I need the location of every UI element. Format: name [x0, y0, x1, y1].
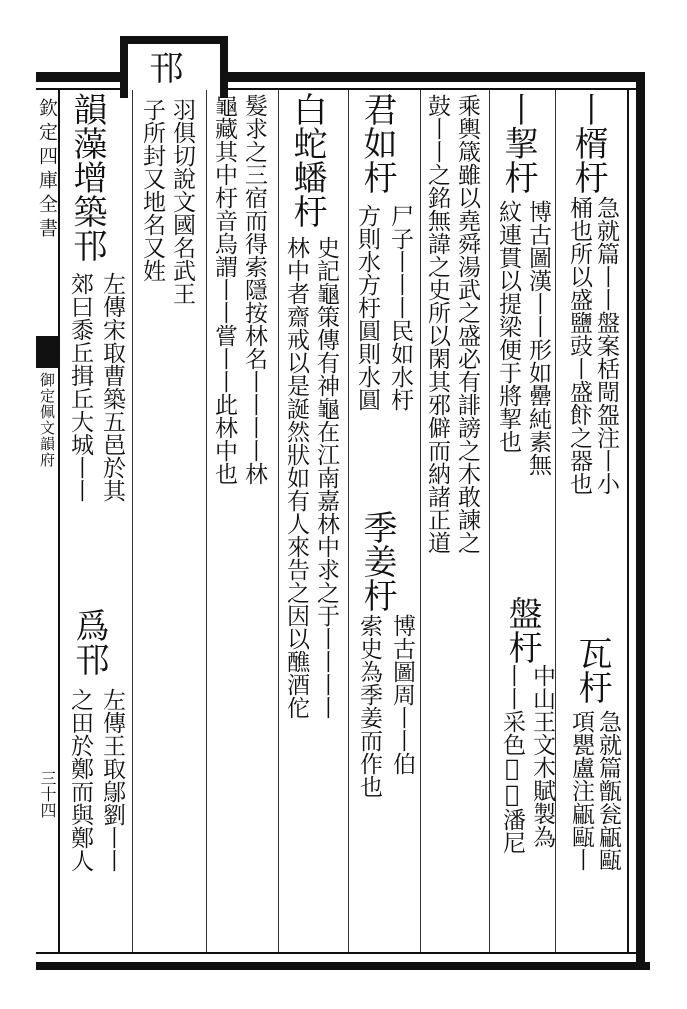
annotation-line: 紋連貫以提梁便于將挈也: [495, 200, 521, 453]
annotation-line: 史記龜策傳有神龜在江南嘉林中求之于丨丨丨丨: [313, 236, 339, 719]
frame-bottom-border: [36, 962, 650, 970]
entry-head: 丨楈杅: [568, 92, 608, 194]
annotation-line: 中山王文木賦製為: [529, 664, 555, 848]
spine-book-title: 欽定四庫全書: [36, 98, 58, 242]
annotation-line: 之田於鄭而與鄭人: [67, 688, 93, 872]
annotation-line: 林中者齋戒以是誕然狀如有人來告之因以醮酒佗: [283, 236, 309, 719]
annotation-line: 急就篇甑瓮甂甌: [595, 710, 621, 871]
entry-head: 爲邗: [69, 608, 109, 676]
entry-head: 瓦杅: [572, 636, 612, 704]
column-divider: [420, 90, 421, 952]
entry-head: 君如杅: [357, 92, 397, 194]
frame-inner-right-line: [627, 88, 629, 954]
column-divider: [555, 90, 556, 952]
annotation-line: 項甖盧注甂甌丨: [568, 710, 594, 871]
column-divider: [348, 90, 349, 952]
spine-page-number: 三十四: [38, 770, 57, 818]
annotation-line: 尸子丨丨丨民如水杅: [387, 204, 413, 411]
frame-right-border: [636, 72, 645, 970]
text-column: 乘輿箴雖以堯舜湯武之盛必有誹謗之木敢諫之: [454, 94, 480, 554]
annotation-line: 丨丨采色𦄵𦄣潘尼: [499, 664, 525, 854]
annotation-line: 博古圖漢丨丨形如罍純素無: [525, 200, 551, 476]
annotation-line: 郊曰黍丘揖丘大城丨丨: [67, 272, 93, 502]
head-character: 邗: [143, 50, 183, 84]
annotation-line: 左傳王取鄔劉丨丨: [99, 688, 125, 872]
text-column: 鼓丨丨之銘無諱之史所以閑其邪僻而納諸正道: [424, 94, 450, 554]
entry-head: 韻藻增築邗: [67, 92, 107, 262]
annotation-line: 子所封又地名又姓: [139, 98, 165, 282]
fishtail-mark: [36, 336, 58, 368]
column-divider: [206, 90, 207, 952]
annotation-line: 索史為季姜而作也: [356, 614, 382, 798]
entry-head: 季姜杅: [357, 510, 397, 612]
text-column: 髮求之三宿而得索隱按林名丨丨丨丨林: [241, 94, 267, 485]
annotation-line: 方則水方杅圓則水圓: [354, 204, 380, 411]
column-divider: [132, 90, 133, 952]
annotation-line: 左傳宋取曹築五邑於其: [99, 272, 125, 502]
annotation-line: 羽俱切說文國名武王: [169, 98, 195, 305]
spine-work-title: 御定佩文韻府: [38, 372, 56, 468]
column-divider: [489, 90, 490, 952]
annotation-line: 博古圖周丨丨伯: [389, 614, 415, 775]
column-divider: [278, 90, 279, 952]
annotation-line: 急就篇丨丨盤案栝閜盌注丨小: [593, 196, 619, 495]
text-column: 龜藏其中杅音烏謂丨丨嘗丨丨此林中也: [211, 94, 237, 485]
annotation-line: 桶也所以盛鹽豉丨盛飰之器也: [566, 196, 592, 495]
entry-head: 丨挈杅: [498, 92, 538, 194]
entry-head: 盤杅: [502, 596, 542, 664]
frame-inner-bottom-line: [36, 952, 636, 954]
entry-head: 白蛇蟠杅: [287, 92, 327, 228]
